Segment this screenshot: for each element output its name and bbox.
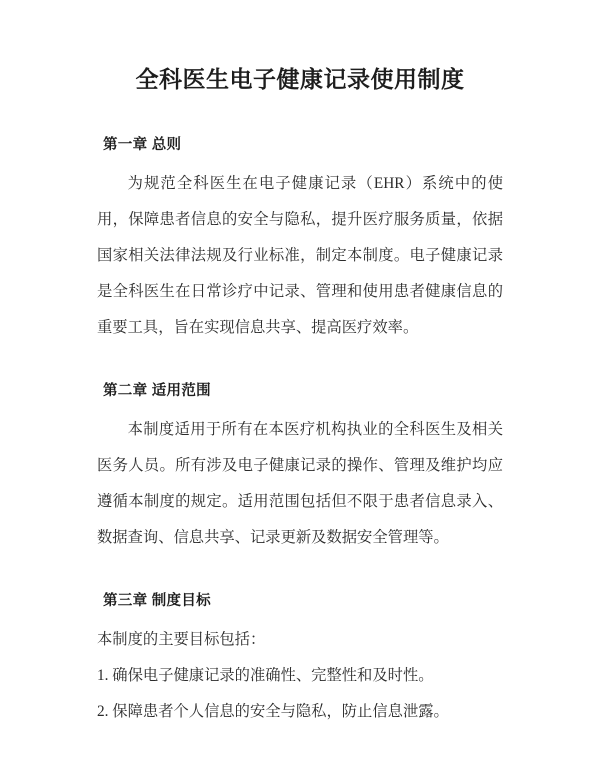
list-item: 1. 确保电子健康记录的准确性、完整性和及时性。 — [97, 667, 434, 684]
section-heading-chapter-3: 第三章 制度目标 — [103, 593, 211, 609]
section-lead-chapter-3: 本制度的主要目标包括： — [97, 631, 266, 648]
document-body — [97, 128, 503, 730]
section-heading-chapter-1: 第一章 总则 — [103, 137, 182, 153]
section-paragraph-chapter-1: 为规范全科医生在电子健康记录（EHR）系统中的使用，保障患者信息的安全与隐私，提升医疗服务质量，依据国家相关法律法规及行业标准，制定本制度。电子健康记录是全科医生在日常诊疗中记录、管理和使用患者健康信息的重要工具，旨在实现信息共享、提高医疗效率。 — [97, 175, 503, 336]
section-chapter-3 — [97, 584, 503, 730]
page-title: 全科医生电子健康记录使用制度 — [135, 66, 465, 92]
section-chapter-2 — [97, 374, 503, 556]
section-heading-chapter-2: 第二章 适用范围 — [103, 383, 211, 399]
list-item: 2. 保障患者个人信息的安全与隐私，防止信息泄露。 — [97, 703, 449, 720]
section-chapter-1 — [97, 128, 503, 346]
section-paragraph-chapter-2: 本制度适用于所有在本医疗机构执业的全科医生及相关医务人员。所有涉及电子健康记录的操作、管理及维护均应遵循本制度的规定。适用范围包括但不限于患者信息录入、数据查询、信息共享、记录更新及数据安全管理等。 — [97, 421, 503, 546]
